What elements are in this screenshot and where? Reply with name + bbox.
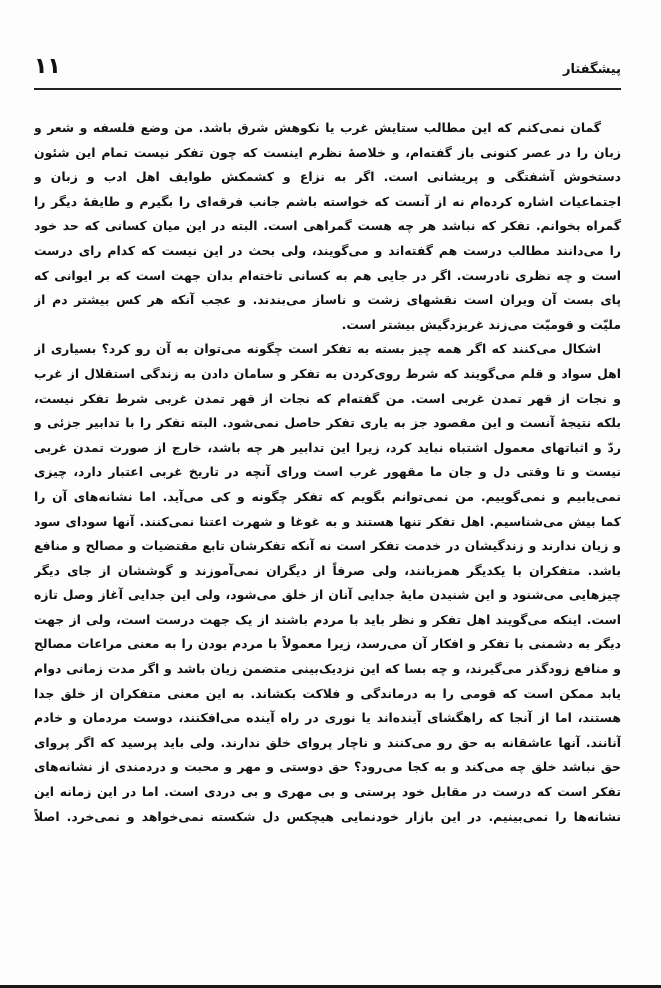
text-line: است. اینکه می‌گویند اهل تفکر و نظر باید با مردم باشند از یک جهت درست است، ولی از جهت: [34, 611, 621, 627]
text-line: پای بست آن ویران است نقشهای زشت و ناساز می‌بندند. و عجب آنکه هر کس بیشتر دم از: [34, 292, 621, 308]
page-header: [34, 52, 621, 86]
text-line: زبان را در عصر کنونی باز گفته‌ام، و خلاصهٔ نظرم اینست که چون تفکر نیست تمام این شئون: [34, 144, 621, 160]
text-line: بلکه نتیجهٔ آنست و این مقصود جز به یاری تفکر حاصل نمی‌شود. البته تفکر را با تدابیر جزئی و: [34, 415, 621, 431]
running-title: پیشگفتار: [562, 62, 621, 77]
page-number: ۱۱: [34, 54, 61, 79]
text-line: یابد ممکن است که قومی را به درماندگی و فلاکت بکشاند. به این معنی متفکران از خلق جدا: [34, 685, 621, 701]
text-line: گمان نمی‌کنم که این مطالب ستایش غرب یا نکوهش شرق باشد. من وضع فلسفه و شعر و: [34, 120, 601, 135]
text-line: آنانند. آنها عاشقانه به حق رو می‌کنند و ناچار پروای خلق ندارند. ولی باید پرسید که اگر پروای: [34, 734, 621, 750]
body-text: [34, 116, 621, 829]
paragraph-2: [34, 337, 621, 829]
text-line: است و چه نظری نادرست. اگر در جایی هم به کسانی تاخته‌ام بدان جهت است که بر ایوانی که: [34, 267, 621, 283]
text-line: نیست و تا وقتی دل و جان ما مقهور غرب است ورای آنچه در تاریخ غربی اعتبار دارد، چیزی: [34, 464, 621, 480]
text-line: چیزهایی می‌شنود و این شنیدن مایهٔ جدایی آنان از خلق می‌شود، ولی این جدایی آغاز وصل تازه: [34, 587, 621, 603]
text-line: اجتماعیات اشاره کرده‌ام نه از آنست که خواسته باشم جانب فرقه‌ای را بگیرم و طایفهٔ دیگر را: [34, 193, 621, 209]
text-line: دیگر به دشمنی با تفکر و افکار آن می‌رسد، زیرا معمولاً با مردم بودن را به معنی مراعات مصالح: [34, 636, 621, 652]
text-line: حق نباشد خلق چه می‌کند و به کجا می‌رود؟ حق دوستی و مهر و محبت و دردمندی از نشانه‌های: [34, 759, 621, 775]
text-line: نشانه‌ها را نمی‌بینیم. در این بازار خودنمایی هیچکس دل شکسته نمی‌خواهد و نمی‌خرد. اصلاً: [34, 808, 621, 824]
text-line: تفکر است که درست در مقابل خود پرستی و بی مهری و بی دردی است. اما در این زمانه این: [34, 784, 621, 800]
text-line: و منافع زودگذر می‌گیرند، و چه بسا که این نزدیک‌بینی متضمن زیان باشد و اگر مدت زمانی دوام: [34, 661, 621, 677]
text-line: دستخوش آشفتگی و پریشانی است. اگر به نزاع و کشمکش طوایف اهل ادب و زبان و: [34, 169, 621, 185]
text-line: اهل سواد و قلم می‌گویند که شرط روی‌کردن به تفکر و سامان دادن به زندگی استقلال از غرب: [34, 365, 621, 381]
text-line: و زیان ندارند و زندگیشان در خدمت تفکر است نه آنکه تفکرشان تابع مقتضیات و مصالح و منافع: [34, 538, 621, 554]
header-rule: [34, 88, 621, 90]
text-line: گمراه بخوانم. تفکر که نباشد هر چه هست گمراهی است. البته در این میان کسانی که حد خود: [34, 218, 621, 234]
text-line: اشکال می‌کنند که اگر همه چیز بسته به تفکر است چگونه می‌توان به آن رو کرد؟ بسیاری از: [34, 341, 601, 357]
text-line: هستند، اما از آنجا که راهگشای آینده‌اند یا نوری در راه آینده می‌افکنند، دوست مردمان و خادم: [34, 710, 621, 726]
paragraph-1: [34, 116, 621, 337]
text-line: باشد. متفکران با یکدیگر همزبانند، ولی صرفاً از دیگران نمی‌آموزند و گوششان از جای دیگر: [34, 562, 621, 578]
text-line: نمی‌یابیم و نمی‌گوییم. من نمی‌توانم بگویم که تفکر چگونه و کی می‌آید. اما نشانه‌های آن را: [34, 488, 621, 504]
text-line: کما بیش می‌شناسیم. اهل تفکر تنها هستند و به غوغا و شهرت اعتنا نمی‌کنند. آنها سودای سود: [34, 513, 621, 529]
text-line: و نجات از قهر تمدن غربی است. من گفته‌ام که نجات از قهر تمدن غربی شرط تفکر نیست،: [34, 390, 621, 406]
text-line: ردّ و اثباتهای معمول اشتباه نباید کرد، زیرا این تدابیر هر چه باشد، خارج از صورت تمدن غربی: [34, 439, 621, 455]
text-line: ملیّت و قومیّت می‌زند غربزدگیش بیشتر است.: [341, 316, 621, 332]
text-line: را می‌دانند مطالب درست هم گفته‌اند و می‌گویند، ولی بحث در این نیست که کدام رای درست: [34, 242, 621, 258]
